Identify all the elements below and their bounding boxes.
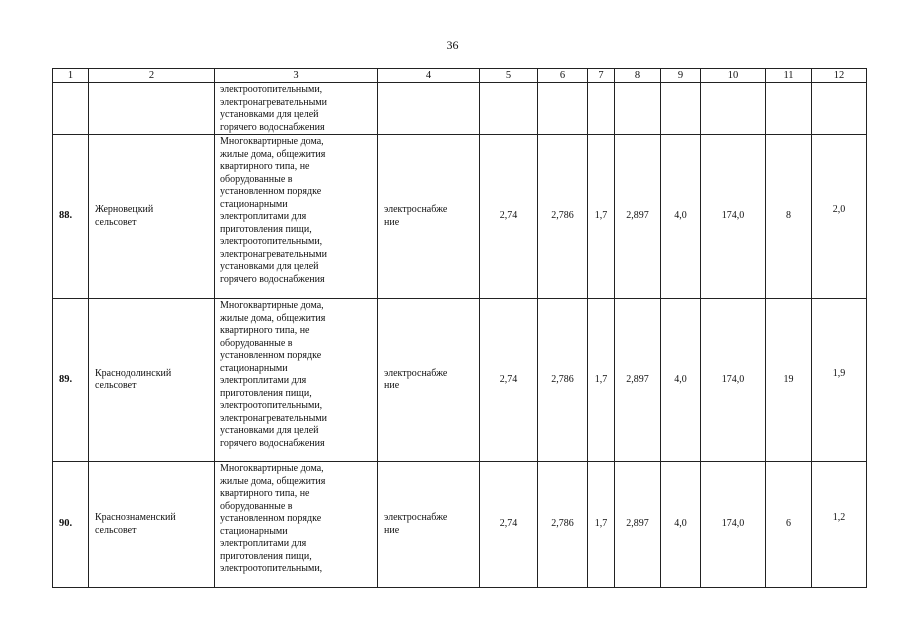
empty-cell xyxy=(661,83,701,135)
description-cell xyxy=(215,135,378,299)
header-cell: 12 xyxy=(812,69,867,83)
text-line: электронагревательными xyxy=(220,248,327,260)
text-line: приготовления пищи, xyxy=(220,550,312,562)
text-line: установленном порядке xyxy=(220,513,322,524)
table-row xyxy=(53,299,867,462)
header-cell: 9 xyxy=(661,69,701,83)
text-line: Краснодолинский xyxy=(95,367,172,379)
empty-cell xyxy=(53,83,89,135)
text-line: оборудованные в xyxy=(220,173,293,185)
text-line: сельсовет xyxy=(95,216,137,228)
value-c11: 8 xyxy=(766,135,812,299)
value-c10: 174,0 xyxy=(701,299,766,462)
header-row xyxy=(53,69,867,83)
text-line: электроотопительными, xyxy=(220,84,323,95)
value-c6: 2,786 xyxy=(538,299,588,462)
settlement-name xyxy=(89,462,215,588)
value-c5: 2,74 xyxy=(480,299,538,462)
text-line: сельсовет xyxy=(95,380,137,391)
value-c9: 4,0 xyxy=(661,462,701,588)
empty-cell xyxy=(615,83,661,135)
text-line: электроснабже xyxy=(384,367,448,379)
empty-cell xyxy=(378,83,480,135)
empty-cell xyxy=(701,83,766,135)
text-line: жилые дома, общежития xyxy=(220,475,326,487)
text-line: Многоквартирные дома, xyxy=(220,136,324,147)
text-line: горячего водоснабжения xyxy=(220,121,325,133)
text-line: электроснабже xyxy=(384,512,448,523)
value-c12 xyxy=(812,135,867,299)
text-line: жилые дома, общежития xyxy=(220,148,326,160)
value-c7: 1,7 xyxy=(588,462,615,588)
header-cell: 4 xyxy=(378,69,480,83)
continuation-row xyxy=(53,83,867,135)
text-line: установками для целей xyxy=(220,425,319,436)
header-cell: 2 xyxy=(89,69,215,83)
header-cell: 7 xyxy=(588,69,615,83)
value-c10: 174,0 xyxy=(701,462,766,588)
row-number: 90. xyxy=(53,462,89,588)
text-line: установками для целей xyxy=(220,261,319,272)
text-line: приготовления пищи, xyxy=(220,223,312,235)
value-c8: 2,897 xyxy=(615,462,661,588)
empty-cell xyxy=(480,83,538,135)
tariff-table xyxy=(52,68,867,588)
service-type xyxy=(378,462,480,588)
text-line: приготовления пищи, xyxy=(220,387,312,399)
value-c7: 1,7 xyxy=(588,135,615,299)
text-line: электроотопительными, xyxy=(220,236,323,247)
text-line: электроснабже xyxy=(384,204,448,215)
value-c11: 19 xyxy=(766,299,812,462)
value-c10: 174,0 xyxy=(701,135,766,299)
settlement-name xyxy=(89,135,215,299)
service-type xyxy=(378,135,480,299)
header-cell: 11 xyxy=(766,69,812,83)
table-row xyxy=(53,135,867,299)
text-line: электроплитами для xyxy=(220,538,307,549)
text-line: стационарными xyxy=(220,198,288,210)
value-c11: 6 xyxy=(766,462,812,588)
header-cell: 5 xyxy=(480,69,538,83)
text-line: Многоквартирные дома, xyxy=(220,463,324,474)
header-cell: 3 xyxy=(215,69,378,83)
description-cell xyxy=(215,299,378,462)
text-line: сельсовет xyxy=(95,524,137,536)
text-line: стационарными xyxy=(220,525,288,537)
empty-cell xyxy=(89,83,215,135)
empty-cell xyxy=(766,83,812,135)
text-line: электронагревательными xyxy=(220,412,327,424)
text-line: ние xyxy=(384,524,400,536)
text-line: квартирного типа, не xyxy=(220,161,310,172)
text-line: ние xyxy=(384,216,400,228)
page-number: 36 xyxy=(446,38,459,52)
text-line: ние xyxy=(384,380,400,391)
text-line: установками для целей xyxy=(220,109,319,120)
value-c8: 2,897 xyxy=(615,299,661,462)
value-c12 xyxy=(812,299,867,462)
text-line: квартирного типа, не xyxy=(220,325,310,336)
header-cell: 1 xyxy=(53,69,89,83)
header-cell: 10 xyxy=(701,69,766,83)
text-line: жилые дома, общежития xyxy=(220,312,326,324)
row-number: 88. xyxy=(53,135,89,299)
value-c9: 4,0 xyxy=(661,299,701,462)
value-c5: 2,74 xyxy=(480,135,538,299)
description-cell xyxy=(215,462,378,588)
text-line: горячего водоснабжения xyxy=(220,273,325,285)
value-c5: 2,74 xyxy=(480,462,538,588)
service-type xyxy=(378,299,480,462)
row-number: 89. xyxy=(53,299,89,462)
text-line: Жерновецкий xyxy=(95,204,154,215)
value-c12 xyxy=(812,462,867,588)
text-line: электроотопительными, xyxy=(220,563,323,574)
settlement-name xyxy=(89,299,215,462)
text-line: электроплитами для xyxy=(220,375,307,386)
header-cell: 6 xyxy=(538,69,588,83)
value-c9: 4,0 xyxy=(661,135,701,299)
value-c8: 2,897 xyxy=(615,135,661,299)
value-c7: 1,7 xyxy=(588,299,615,462)
value-text: 2,0 xyxy=(832,204,846,216)
empty-cell xyxy=(538,83,588,135)
text-line: установленном порядке xyxy=(220,186,322,197)
text-line: электронагревательными xyxy=(220,96,327,108)
text-line: стационарными xyxy=(220,362,288,374)
value-text: 1,2 xyxy=(832,512,846,524)
text-line: Многоквартирные дома, xyxy=(220,300,324,311)
value-c6: 2,786 xyxy=(538,135,588,299)
text-line: установленном порядке xyxy=(220,350,322,361)
text-line: оборудованные в xyxy=(220,500,293,512)
header-cell: 8 xyxy=(615,69,661,83)
text-line: оборудованные в xyxy=(220,337,293,349)
text-line: Краснознаменский xyxy=(95,512,176,523)
value-c6: 2,786 xyxy=(538,462,588,588)
table-row xyxy=(53,462,867,588)
value-text: 1,9 xyxy=(832,367,846,379)
text-line: электроотопительными, xyxy=(220,400,323,411)
text-line: квартирного типа, не xyxy=(220,488,310,499)
empty-cell xyxy=(588,83,615,135)
description-cell xyxy=(215,83,378,135)
empty-cell xyxy=(812,83,867,135)
text-line: электроплитами для xyxy=(220,211,307,222)
text-line: горячего водоснабжения xyxy=(220,437,325,449)
